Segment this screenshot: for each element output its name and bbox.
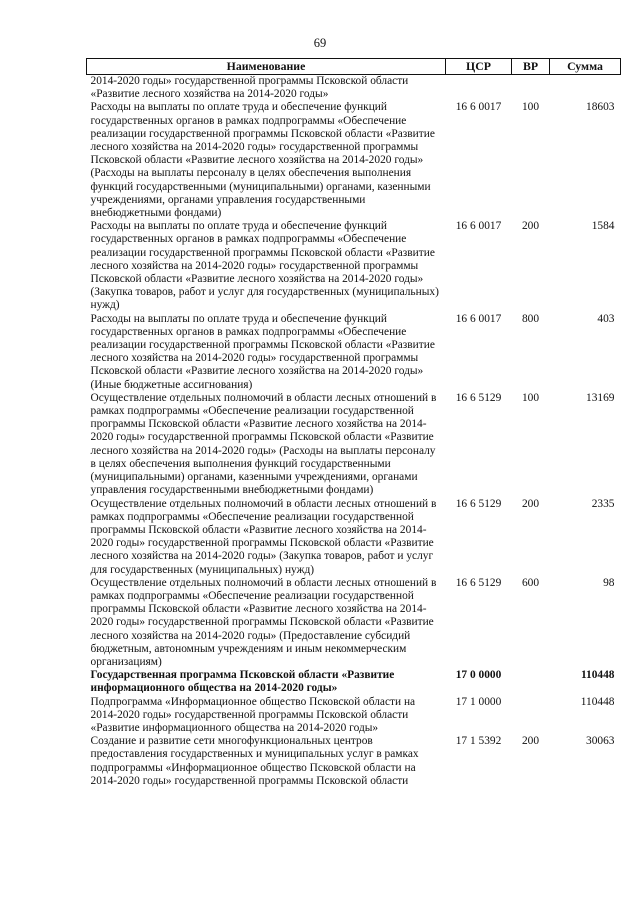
row-csr: 16 6 0017 (455, 312, 502, 325)
row-name: Осуществление отдельных полномочий в области лесных отношений в рамках подпрограммы «Обеспечение реализации государственной программы Псковской области «Развитие лесного хозяйства на 2014-2020 годы» государственной программы Псковской области «Развитие лесного хозяйства на 2014-2020 годы» (Расходы на выплаты персоналу в целях обеспечения выполнения функций государственными (муниципальными) органами, казенными учреждениями, органами управления государственными внебюджетными фондами) (90, 391, 437, 497)
row-sum: 18603 (586, 101, 615, 114)
header-vr: ВР (512, 59, 550, 75)
row-sum: 110448 (580, 695, 615, 708)
row-csr: 17 1 5392 (455, 735, 502, 748)
row-vr: 600 (521, 576, 540, 589)
table-header-row (87, 59, 621, 75)
budget-table (86, 58, 621, 788)
row-csr: 17 0 0000 (455, 669, 502, 682)
row-sum: 2335 (591, 497, 615, 510)
row-csr: 16 6 5129 (455, 576, 502, 589)
table-row-program (87, 669, 621, 695)
row-csr: 16 6 0017 (455, 101, 502, 114)
row-vr: 200 (521, 220, 540, 233)
row-vr: 200 (521, 735, 540, 748)
row-name: Расходы на выплаты по оплате труда и обеспечение функций государственных органов в рамках подпрограммы «Обеспечение реализации государственной программы Псковской области «Развитие лесного хозяйства на 2014-2020 годы» государственной программы Псковской области «Развитие лесного хозяйства на 2014-2020 годы» (Иные бюджетные ассигнования) (90, 312, 435, 391)
table-row (87, 498, 621, 577)
row-name: Расходы на выплаты по оплате труда и обеспечение функций государственных органов в рамках подпрограммы «Обеспечение реализации государственной программы Псковской области «Развитие лесного хозяйства на 2014-2020 годы» государственной программы Псковской области «Развитие лесного хозяйства на 2014-2020 годы» (Закупка товаров, работ и услуг для государственных (муниципальных) нужд) (90, 220, 439, 312)
row-vr (512, 696, 550, 736)
row-name: Осуществление отдельных полномочий в области лесных отношений в рамках подпрограммы «Обеспечение реализации государственной программы Псковской области «Развитие лесного хозяйства на 2014-2020 годы» государственной программы Псковской области «Развитие лесного хозяйства на 2014-2020 годы» (Предоставление субсидий бюджетным, автономным учреждениям и иным некоммерческим организациям) (90, 576, 437, 668)
table-row (87, 220, 621, 312)
row-name: 2014-2020 годы» государственной программы Псковской области «Развитие лесного хозяйства на 2014-2020 годы» (90, 75, 409, 101)
table-row (87, 392, 621, 498)
row-name: Государственная программа Псковской области «Развитие информационного общества на 2014-2020 годы» (90, 669, 395, 695)
row-sum (550, 75, 621, 102)
row-vr: 100 (521, 101, 540, 114)
row-sum: 30063 (586, 735, 615, 748)
table-row (87, 313, 621, 392)
table-row (87, 735, 621, 788)
row-sum: 403 (597, 312, 615, 325)
row-vr: 800 (521, 312, 540, 325)
row-csr (446, 75, 512, 102)
row-name: Подпрограмма «Информационное общество Псковской области на 2014-2020 годы» государственной программы Псковской области «Развитие информационного общества на 2014-2020 годы» (90, 695, 416, 734)
row-csr: 17 1 0000 (455, 695, 502, 708)
row-vr: 100 (521, 391, 540, 404)
row-name: Осуществление отдельных полномочий в области лесных отношений в рамках подпрограммы «Обеспечение реализации государственной программы Псковской области «Развитие лесного хозяйства на 2014-2020 годы» государственной программы Псковской области «Развитие лесного хозяйства на 2014-2020 годы» (Закупка товаров, работ и услуг для государственных (муниципальных) нужд) (90, 497, 437, 576)
header-name: Наименование (87, 59, 446, 75)
row-vr (512, 75, 550, 102)
row-sum: 98 (603, 576, 615, 589)
header-sum: Сумма (550, 59, 621, 75)
header-csr: ЦСР (446, 59, 512, 75)
row-vr: 200 (521, 497, 540, 510)
table-row (87, 577, 621, 669)
table-row (87, 75, 621, 102)
row-sum: 110448 (580, 669, 615, 682)
row-sum: 1584 (591, 220, 615, 233)
row-csr: 16 6 0017 (455, 220, 502, 233)
row-sum: 13169 (586, 391, 615, 404)
row-name: Расходы на выплаты по оплате труда и обеспечение функций государственных органов в рамках подпрограммы «Обеспечение реализации государственной программы Псковской области «Развитие лесного хозяйства на 2014-2020 годы» государственной программы Псковской области «Развитие лесного хозяйства на 2014-2020 годы» (Расходы на выплаты персоналу в целях обеспечения выполнения функций государственными (муниципальными) органами, казенными учреждениями, органами управления государственными внебюджетными фондами) (90, 101, 435, 220)
table-row (87, 696, 621, 736)
row-name: Создание и развитие сети многофункциональных центров предоставления государственных и муниципальных услуг в рамках подпрограммы «Информационное общество Псковской области на 2014-2020 годы» государственной программы Псковской области (90, 735, 419, 787)
row-vr (512, 669, 550, 695)
page-number: 69 (313, 36, 327, 50)
row-csr: 16 6 5129 (455, 391, 502, 404)
table-row (87, 101, 621, 220)
row-csr: 16 6 5129 (455, 497, 502, 510)
